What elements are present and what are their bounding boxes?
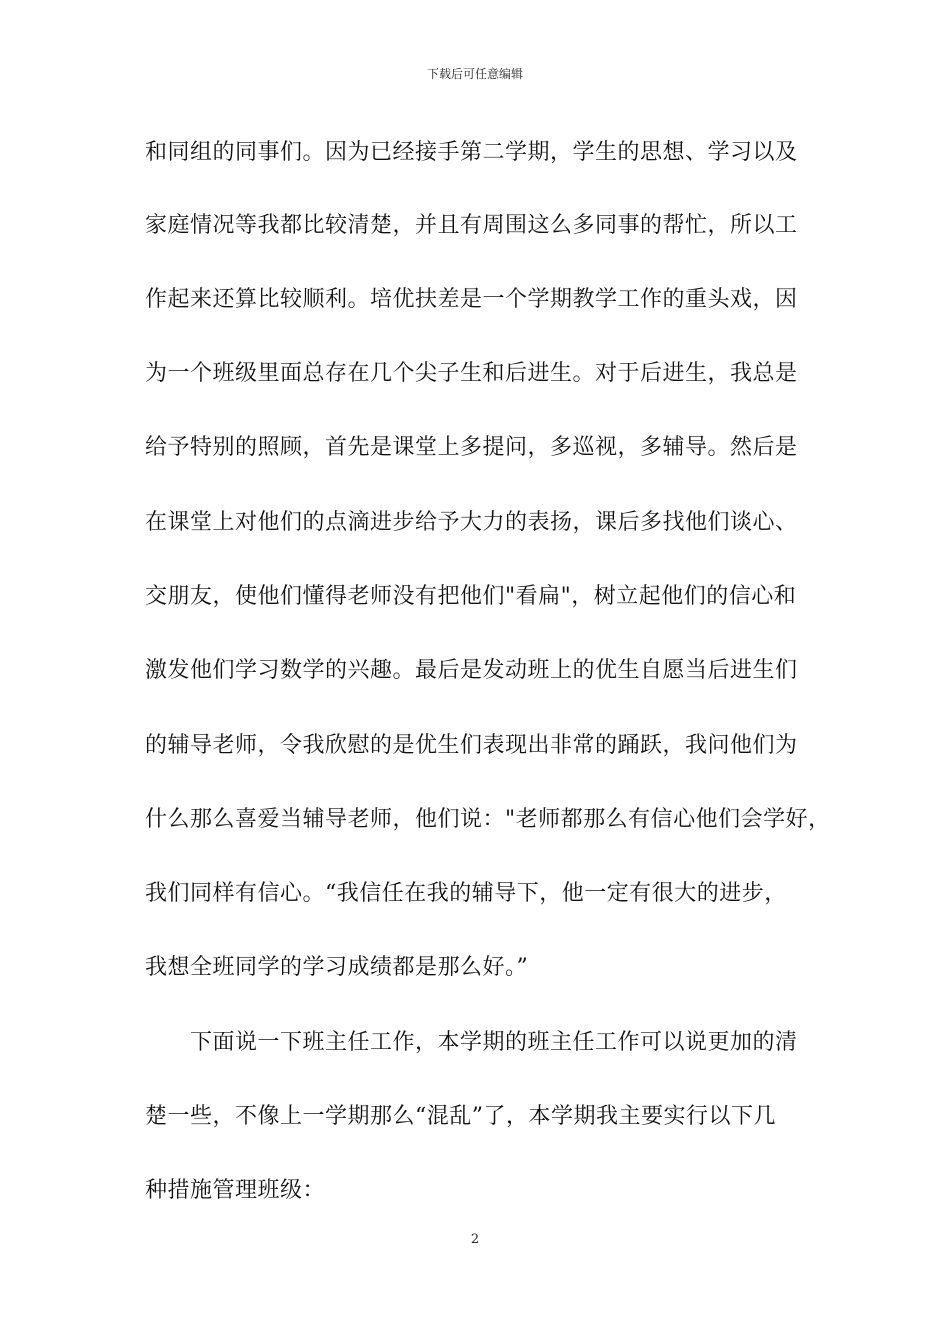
text-line: 什么那么喜爱当辅导老师，他们说："老师都那么有信心他们会学好， <box>145 807 831 832</box>
text-line: 激发他们学习数学的兴趣。最后是发动班上的优生自愿当后进生们 <box>145 658 798 683</box>
text-line: 给予特别的照顾，首先是课堂上多提问，多巡视，多辅导。然后是 <box>145 435 798 460</box>
text-line: 交朋友，使他们懂得老师没有把他们"看扁"，树立起他们的信心和 <box>145 584 797 609</box>
text-line: 的辅导老师，令我欣慰的是优生们表现出非常的踊跃，我问他们为 <box>145 733 798 758</box>
text-line: 我们同样有信心。“我信任在我的辅导下，他一定有很大的进步， <box>145 881 787 906</box>
text-line: 在课堂上对他们的点滴进步给予大力的表扬，课后多找他们谈心、 <box>145 510 798 535</box>
text-line: 作起来还算比较顺利。培优扶差是一个学期教学工作的重头戏，因 <box>145 287 798 312</box>
page-header: 下载后可任意编辑 <box>426 67 523 81</box>
text-line: 楚一些，不像上一学期那么“混乱”了，本学期我主要实行以下几 <box>145 1104 776 1129</box>
text-line: 家庭情况等我都比较清楚，并且有周围这么多同事的帮忙，所以工 <box>145 213 798 238</box>
text-line: 为一个班级里面总存在几个尖子生和后进生。对于后进生，我总是 <box>145 361 798 386</box>
text-line: 我想全班同学的学习成绩都是那么好。” <box>145 955 529 980</box>
text-line: 种措施管理班级： <box>145 1178 326 1203</box>
text-line-indented: 下面说一下班主任工作，本学期的班主任工作可以说更加的清 <box>190 1030 798 1055</box>
page-number: 2 <box>470 1232 480 1247</box>
text-line: 和同组的同事们。因为已经接手第二学期，学生的思想、学习以及 <box>145 140 798 165</box>
